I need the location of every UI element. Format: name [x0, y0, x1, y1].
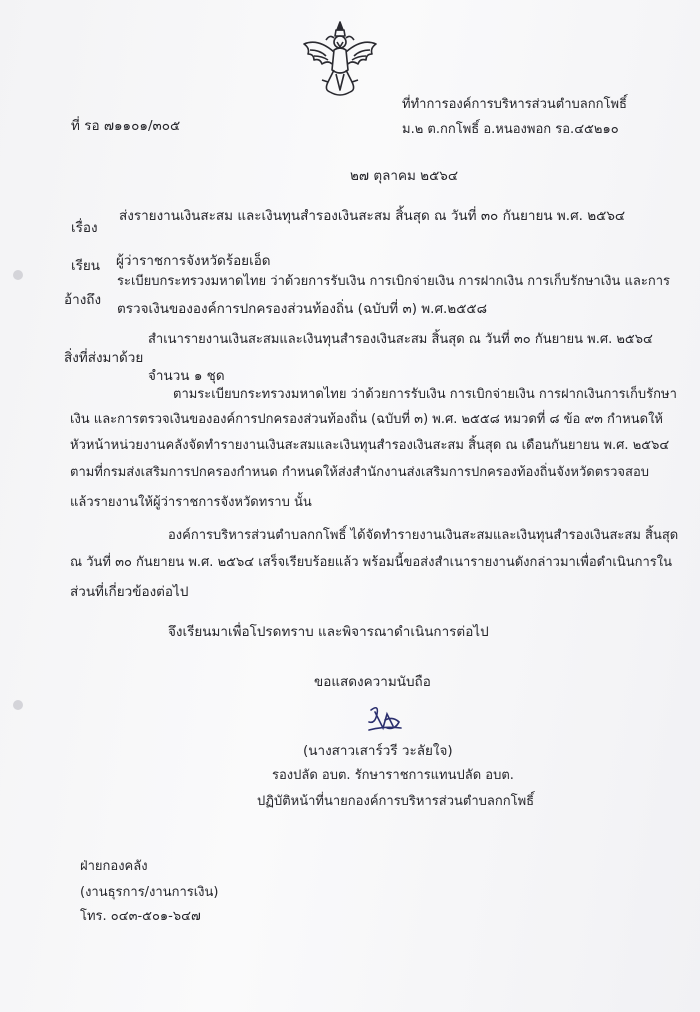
reference-line2: ตรวจเงินขององค์การปกครองส่วนท้องถิ่น (ฉบับที่ ๓) พ.ศ.๒๕๕๘ [117, 301, 488, 317]
garuda-emblem-icon [300, 20, 380, 98]
to-label: เรียน [71, 258, 101, 274]
body-paragraph1-line: ตามที่กรมส่งเสริมการปกครองกำหนด กำหนดให้ส่งสำนักงานส่งเสริมการปกครองท้องถิ่นจังหวัดตรวจสอบ [70, 465, 650, 480]
handwritten-signature [365, 700, 405, 735]
to-text: ผู้ว่าราชการจังหวัดร้อยเอ็ด [116, 253, 271, 269]
body-paragraph3: จึงเรียนมาเพื่อโปรดทราบ และพิจารณาดำเนินการต่อไป [168, 624, 489, 640]
footer-unit: (งานธุรการ/งานการเงิน) [80, 885, 219, 900]
body-paragraph1-line: เงิน และการตรวจเงินขององค์การปกครองส่วนท้องถิ่น (ฉบับที่ ๓) พ.ศ. ๒๕๕๘ หมวดที่ ๘ ข้อ ๙๓ กำหนดให้ [70, 412, 663, 427]
body-paragraph1-line: แล้วรายงานให้ผู้ว่าราชการจังหวัดทราบ นั้น [70, 495, 312, 510]
signatory-name: (นางสาวเสาร์วรี วะลัยใจ) [303, 743, 453, 759]
subject-label: เรื่อง [71, 220, 98, 236]
reference-line1: ระเบียบกระทรวงมหาดไทย ว่าด้วยการรับเงิน การเบิกจ่ายเงิน การฝากเงิน การเก็บรักษาเงิน และการ [117, 274, 671, 289]
punch-hole [13, 700, 23, 710]
subject-text: ส่งรายงานเงินสะสม และเงินทุนสำรองเงินสะสม สิ้นสุด ณ วันที่ ๓๐ กันยายน พ.ศ. ๒๕๖๔ [119, 208, 626, 224]
footer-department: ฝ่ายกองคลัง [80, 859, 148, 874]
body-paragraph1-line: ตามระเบียบกระทรวงมหาดไทย ว่าด้วยการรับเงิน การเบิกจ่ายเงิน การฝากเงินการเก็บรักษา [173, 387, 677, 402]
punch-hole [13, 270, 23, 280]
body-paragraph2-line: ส่วนที่เกี่ยวข้องต่อไป [70, 584, 189, 600]
body-paragraph2-line: องค์การบริหารส่วนตำบลกกโพธิ์ ได้จัดทำรายงานเงินสะสมและเงินทุนสำรองเงินสะสม สิ้นสุด [168, 528, 679, 543]
office-address-line2: ม.๒ ต.กกโพธิ์ อ.หนองพอก รอ.๔๕๒๑๐ [402, 122, 619, 137]
enclosure-quantity: จำนวน ๑ ชุด [148, 368, 225, 384]
reference-number: ที่ รอ ๗๑๑๐๑/๓๐๕ [71, 118, 181, 134]
signatory-position1: รองปลัด อบต. รักษาราชการแทนปลัด อบต. [272, 768, 514, 783]
enclosure-label: สิ่งที่ส่งมาด้วย [64, 350, 144, 366]
body-paragraph1-line: หัวหน้าหน่วยงานคลังจัดทำรายงานเงินสะสมและเงินทุนสำรองเงินสะสม สิ้นสุด ณ เดือนกันยายน พ.ศ. ๒๕๖๔ [70, 438, 670, 453]
footer-phone: โทร. ๐๔๓-๕๐๑-๖๔๗ [80, 909, 201, 924]
signatory-position2: ปฏิบัติหน้าที่นายกองค์การบริหารส่วนตำบลกกโพธิ์ [257, 794, 535, 809]
body-paragraph2-line: ณ วันที่ ๓๐ กันยายน พ.ศ. ๒๕๖๔ เสร็จเรียบร้อยแล้ว พร้อมนี้ขอส่งสำเนารายงานดังกล่าวมาเพื่อดำเนินการใน [70, 555, 673, 570]
reference-label: อ้างถึง [64, 292, 102, 308]
enclosure-text: สำเนารายงานเงินสะสมและเงินทุนสำรองเงินสะสม สิ้นสุด ณ วันที่ ๓๐ กันยายน พ.ศ. ๒๕๖๔ [148, 332, 653, 347]
letter-date: ๒๗ ตุลาคม ๒๕๖๔ [350, 168, 459, 184]
closing-regards: ขอแสดงความนับถือ [314, 674, 431, 690]
office-address-line1: ที่ทำการองค์การบริหารส่วนตำบลกกโพธิ์ [402, 97, 627, 112]
